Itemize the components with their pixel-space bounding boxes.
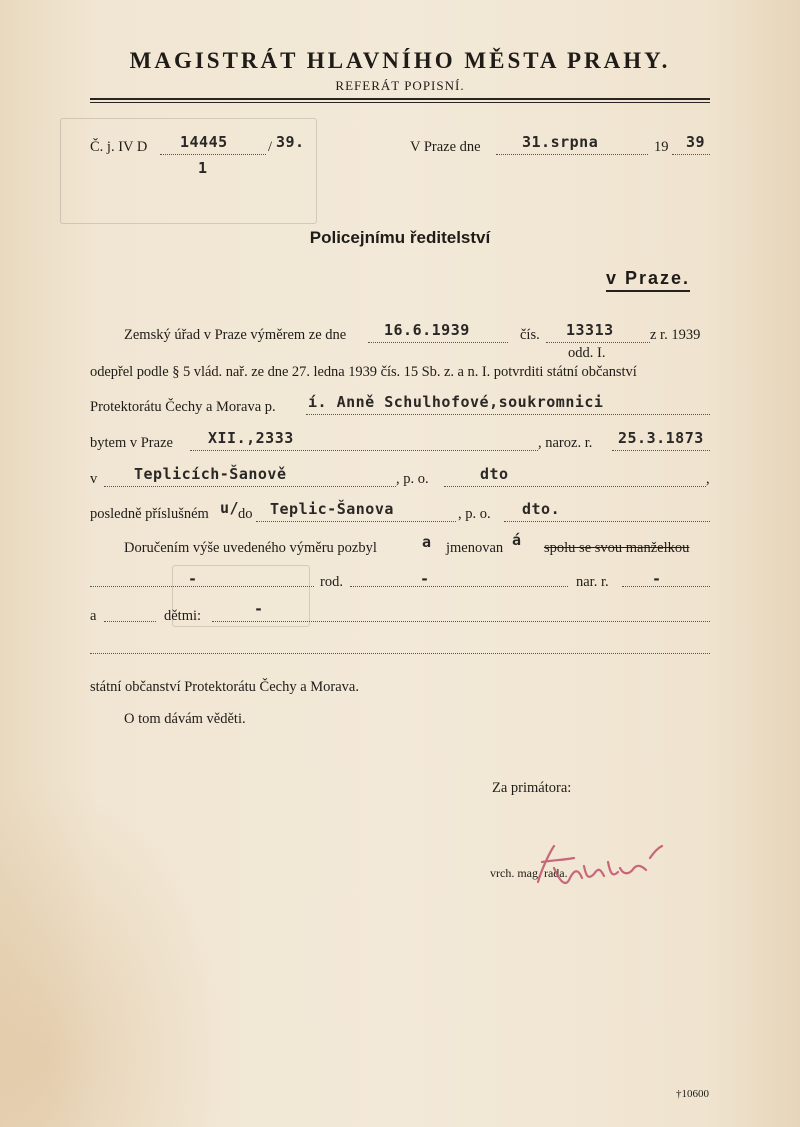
body-l1-dots2	[546, 342, 650, 343]
body-l5-place: Teplicích-Šanově	[134, 465, 287, 483]
year-prefix: 19	[654, 139, 669, 155]
body-l3-name: í. Anně Schulhofové,soukromnici	[308, 393, 604, 411]
year-value: 39	[686, 133, 706, 151]
body-l5-dots2	[444, 486, 706, 487]
body-l4-naroz: , naroz. r.	[538, 435, 593, 451]
date-label: V Praze dne	[410, 139, 481, 155]
body-l8-dots2	[350, 586, 568, 587]
handwritten-signature	[520, 838, 670, 898]
body-l5-dots1	[104, 486, 396, 487]
header-rule-thick	[90, 98, 710, 100]
body-l7-struck-text: spolu se svou manželkou	[544, 540, 690, 556]
year-dots	[672, 154, 710, 155]
body-l9-a: a	[90, 608, 97, 624]
office-title: MAGISTRÁT HLAVNÍHO MĚSTA PRAHY.	[129, 48, 671, 73]
body-l3-text: Protektorátu Čechy a Morava p.	[90, 399, 276, 415]
body-l8-rod: rod.	[320, 574, 343, 590]
body-l8-dash2: -	[420, 570, 430, 588]
body-l1-date: 16.6.1939	[384, 321, 470, 339]
body-l1-odd: odd. I.	[568, 345, 606, 361]
body-l11-text: státní občanství Protektorátu Čechy a Morava.	[90, 679, 359, 695]
body-l6-po-value: dto.	[522, 500, 561, 518]
body-l2-text: odepřel podle § 5 vlád. nař. ze dne 27. ledna 1939 čís. 15 Sb. z. a n. I. potvrditi státní občanství	[90, 364, 637, 380]
cj-label: Č. j. IV D	[90, 139, 148, 155]
date-value: 31.srpna	[522, 133, 599, 151]
body-l5-po: , p. o.	[396, 471, 429, 487]
signature-role: vrch. mag. rada.	[490, 866, 568, 880]
header-rule-thin	[90, 102, 710, 103]
body-l7-jmenovan-suffix: á	[512, 531, 522, 549]
body-l6-do: do	[238, 506, 253, 522]
body-l9-dash: -	[254, 600, 264, 618]
body-l6-mark: u/	[220, 499, 240, 517]
body-l4-dots1	[190, 450, 538, 451]
body-l1-cis: čís.	[520, 327, 540, 343]
date-dots	[496, 154, 648, 155]
body-l4-text: bytem v Praze	[90, 435, 173, 451]
body-l6-text: posledně příslušném	[90, 506, 209, 522]
body-l5-po-value: dto	[480, 465, 509, 483]
body-l12-text: O tom dávám věděti.	[124, 711, 246, 727]
addressee-line2: v Praze.	[606, 268, 690, 292]
cj-dots	[160, 154, 266, 155]
body-l1-text: Zemský úřad v Praze výměrem ze dne	[124, 327, 347, 343]
body-l5-comma: ,	[706, 471, 710, 487]
body-l1-zr: z r. 1939	[650, 327, 701, 343]
body-l4-dots2	[612, 450, 710, 451]
body-l10-dots	[90, 653, 710, 654]
body-l9-dots1	[104, 621, 156, 622]
body-l7-jmenovan: jmenovan	[446, 540, 504, 556]
cj-sub: 1	[198, 159, 208, 177]
body-l1-dots1	[368, 342, 508, 343]
body-l6-dots1	[256, 521, 456, 522]
cj-number: 14445	[180, 133, 228, 151]
office-subtitle: REFERÁT POPISNÍ.	[335, 78, 465, 93]
cj-sep: /	[268, 139, 273, 155]
signature-za: Za primátora:	[492, 780, 572, 796]
body-l3-dots	[306, 414, 710, 415]
footer-code: †10600	[676, 1088, 709, 1100]
body-l8-dots1	[90, 586, 314, 587]
cj-year: 39.	[276, 133, 305, 151]
body-l5-v: v	[90, 471, 98, 487]
body-l8-nar: nar. r.	[576, 574, 609, 590]
body-l8-dots3	[622, 586, 710, 587]
body-l9-dots2	[212, 621, 710, 622]
body-l1-num: 13313	[566, 321, 614, 339]
body-l8-dash3: -	[652, 570, 662, 588]
body-l6-place: Teplic-Šanova	[270, 500, 394, 518]
body-l6-dots2	[504, 521, 710, 522]
body-l7-a-value: a	[422, 533, 432, 551]
body-l9-deti: dětmi:	[164, 608, 202, 624]
body-l4-born: 25.3.1873	[618, 429, 704, 447]
body-l7-text: Doručením výše uvedeného výměru pozbyl	[124, 540, 377, 556]
body-l4-addr: XII.,2333	[208, 429, 294, 447]
body-l8-dash1: -	[188, 570, 198, 588]
paper-stain	[0, 780, 230, 1127]
addressee-line1: Policejnímu ředitelství	[309, 228, 491, 247]
body-l6-po: , p. o.	[458, 506, 491, 522]
